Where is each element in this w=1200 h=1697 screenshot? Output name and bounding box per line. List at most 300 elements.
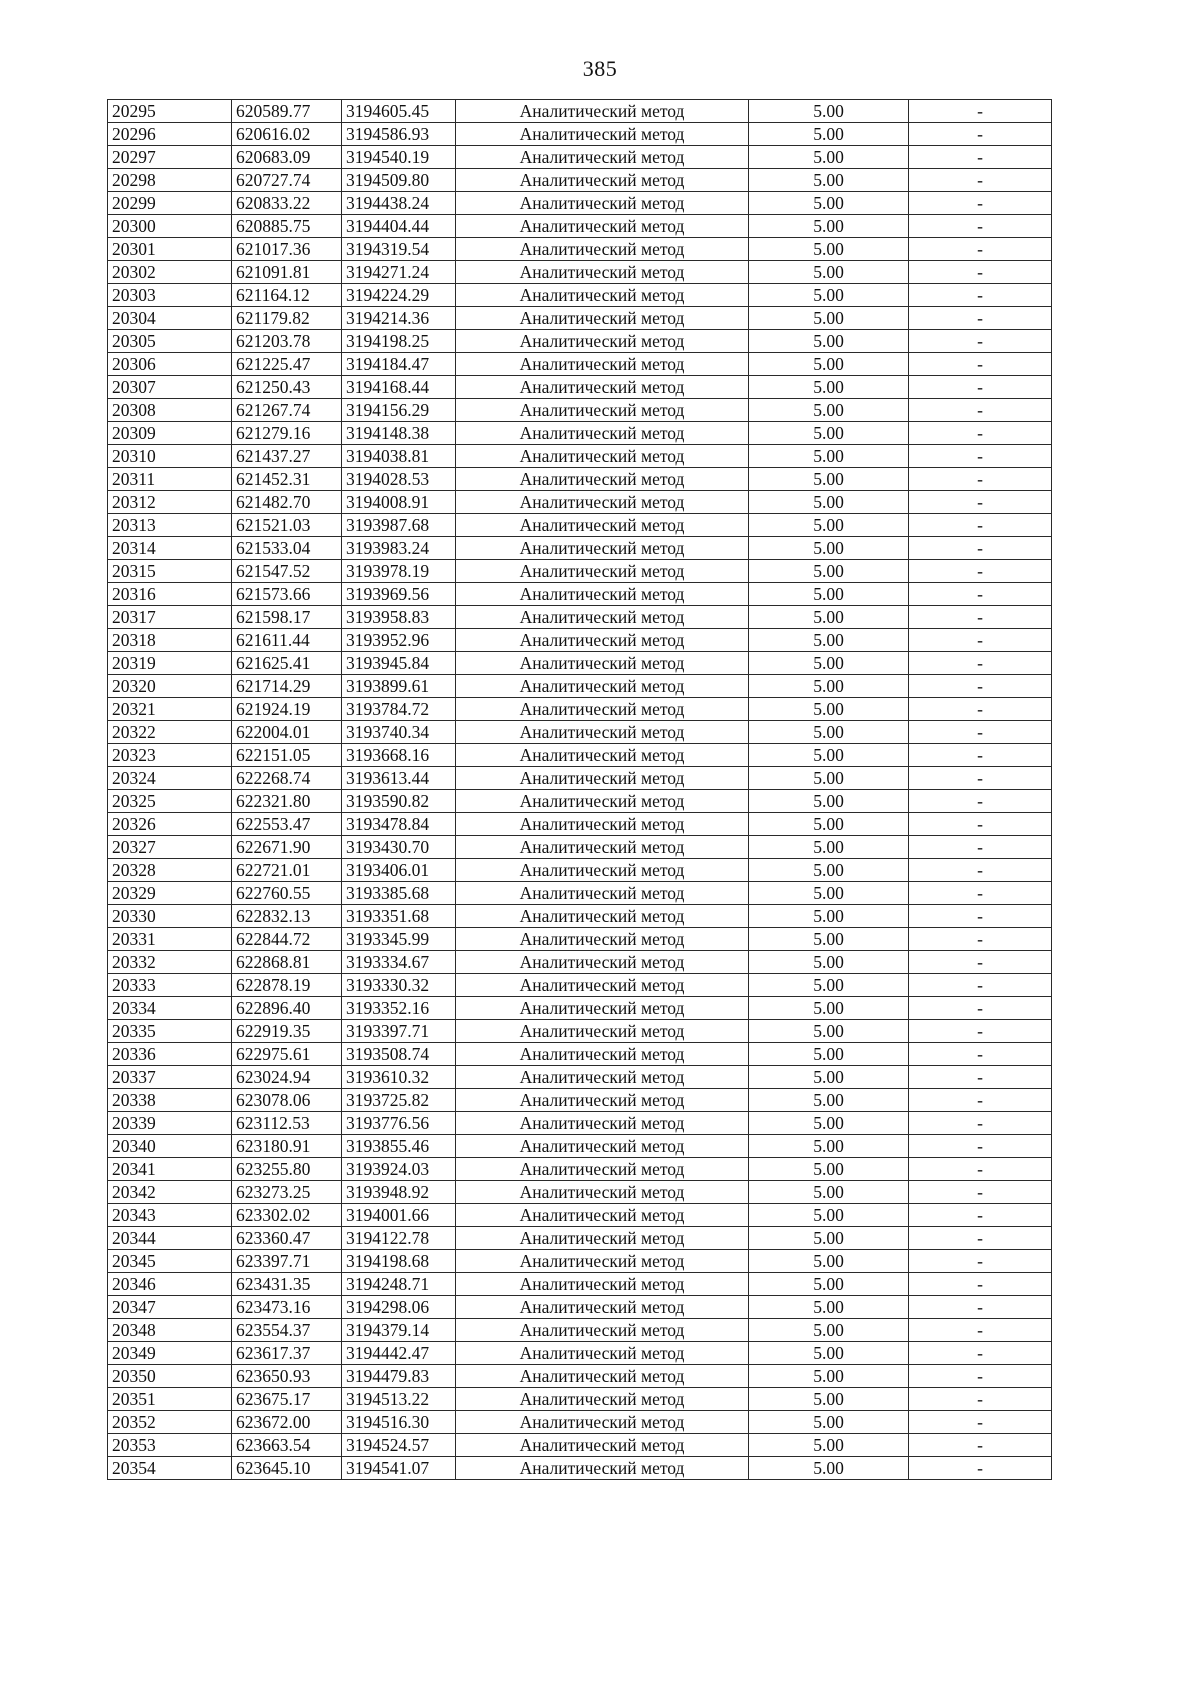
x-coordinate-cell: 621611.44 (232, 629, 342, 652)
method-cell: Аналитический метод (456, 376, 749, 399)
point-id-cell: 20303 (108, 284, 232, 307)
table-row (108, 675, 1052, 698)
x-coordinate-cell: 623672.00 (232, 1411, 342, 1434)
note-cell: - (909, 629, 1052, 652)
y-coordinate-cell: 3193385.68 (342, 882, 456, 905)
note-cell: - (909, 928, 1052, 951)
x-coordinate-cell: 622832.13 (232, 905, 342, 928)
y-coordinate-cell: 3194586.93 (342, 123, 456, 146)
y-coordinate-cell: 3194319.54 (342, 238, 456, 261)
note-cell: - (909, 1434, 1052, 1457)
method-cell: Аналитический метод (456, 928, 749, 951)
accuracy-cell: 5.00 (749, 514, 909, 537)
point-id-cell: 20295 (108, 100, 232, 123)
point-id-cell: 20351 (108, 1388, 232, 1411)
point-id-cell: 20352 (108, 1411, 232, 1434)
method-cell: Аналитический метод (456, 974, 749, 997)
x-coordinate-cell: 622268.74 (232, 767, 342, 790)
method-cell: Аналитический метод (456, 1319, 749, 1342)
method-cell: Аналитический метод (456, 1250, 749, 1273)
accuracy-cell: 5.00 (749, 238, 909, 261)
note-cell: - (909, 307, 1052, 330)
y-coordinate-cell: 3193958.83 (342, 606, 456, 629)
x-coordinate-cell: 622004.01 (232, 721, 342, 744)
note-cell: - (909, 1342, 1052, 1365)
y-coordinate-cell: 3194513.22 (342, 1388, 456, 1411)
table-row (108, 1043, 1052, 1066)
method-cell: Аналитический метод (456, 1411, 749, 1434)
table-row (108, 1112, 1052, 1135)
accuracy-cell: 5.00 (749, 698, 909, 721)
table-row (108, 951, 1052, 974)
x-coordinate-cell: 621521.03 (232, 514, 342, 537)
y-coordinate-cell: 3194541.07 (342, 1457, 456, 1480)
method-cell: Аналитический метод (456, 353, 749, 376)
table-row (108, 422, 1052, 445)
y-coordinate-cell: 3193590.82 (342, 790, 456, 813)
accuracy-cell: 5.00 (749, 606, 909, 629)
method-cell: Аналитический метод (456, 560, 749, 583)
y-coordinate-cell: 3194540.19 (342, 146, 456, 169)
x-coordinate-cell: 621482.70 (232, 491, 342, 514)
method-cell: Аналитический метод (456, 169, 749, 192)
point-id-cell: 20302 (108, 261, 232, 284)
accuracy-cell: 5.00 (749, 1135, 909, 1158)
method-cell: Аналитический метод (456, 882, 749, 905)
y-coordinate-cell: 3194438.24 (342, 192, 456, 215)
method-cell: Аналитический метод (456, 836, 749, 859)
method-cell: Аналитический метод (456, 261, 749, 284)
x-coordinate-cell: 623397.71 (232, 1250, 342, 1273)
x-coordinate-cell: 621179.82 (232, 307, 342, 330)
accuracy-cell: 5.00 (749, 1296, 909, 1319)
table-row (108, 1365, 1052, 1388)
note-cell: - (909, 422, 1052, 445)
x-coordinate-cell: 621625.41 (232, 652, 342, 675)
accuracy-cell: 5.00 (749, 100, 909, 123)
accuracy-cell: 5.00 (749, 353, 909, 376)
y-coordinate-cell: 3194198.68 (342, 1250, 456, 1273)
method-cell: Аналитический метод (456, 813, 749, 836)
x-coordinate-cell: 620727.74 (232, 169, 342, 192)
y-coordinate-cell: 3193508.74 (342, 1043, 456, 1066)
method-cell: Аналитический метод (456, 790, 749, 813)
point-id-cell: 20342 (108, 1181, 232, 1204)
table-row (108, 813, 1052, 836)
accuracy-cell: 5.00 (749, 744, 909, 767)
y-coordinate-cell: 3194028.53 (342, 468, 456, 491)
y-coordinate-cell: 3193776.56 (342, 1112, 456, 1135)
x-coordinate-cell: 623024.94 (232, 1066, 342, 1089)
y-coordinate-cell: 3193969.56 (342, 583, 456, 606)
x-coordinate-cell: 621091.81 (232, 261, 342, 284)
y-coordinate-cell: 3194122.78 (342, 1227, 456, 1250)
method-cell: Аналитический метод (456, 1181, 749, 1204)
method-cell: Аналитический метод (456, 1066, 749, 1089)
x-coordinate-cell: 623255.80 (232, 1158, 342, 1181)
point-id-cell: 20339 (108, 1112, 232, 1135)
x-coordinate-cell: 621533.04 (232, 537, 342, 560)
note-cell: - (909, 767, 1052, 790)
accuracy-cell: 5.00 (749, 1365, 909, 1388)
method-cell: Аналитический метод (456, 1112, 749, 1135)
method-cell: Аналитический метод (456, 514, 749, 537)
accuracy-cell: 5.00 (749, 422, 909, 445)
method-cell: Аналитический метод (456, 951, 749, 974)
accuracy-cell: 5.00 (749, 445, 909, 468)
point-id-cell: 20314 (108, 537, 232, 560)
x-coordinate-cell: 620589.77 (232, 100, 342, 123)
accuracy-cell: 5.00 (749, 330, 909, 353)
point-id-cell: 20309 (108, 422, 232, 445)
y-coordinate-cell: 3193948.92 (342, 1181, 456, 1204)
note-cell: - (909, 1158, 1052, 1181)
method-cell: Аналитический метод (456, 721, 749, 744)
point-id-cell: 20350 (108, 1365, 232, 1388)
accuracy-cell: 5.00 (749, 491, 909, 514)
y-coordinate-cell: 3193351.68 (342, 905, 456, 928)
method-cell: Аналитический метод (456, 1135, 749, 1158)
table-row (108, 767, 1052, 790)
note-cell: - (909, 882, 1052, 905)
table-row (108, 399, 1052, 422)
y-coordinate-cell: 3193987.68 (342, 514, 456, 537)
x-coordinate-cell: 623617.37 (232, 1342, 342, 1365)
x-coordinate-cell: 621924.19 (232, 698, 342, 721)
table-row (108, 261, 1052, 284)
point-id-cell: 20311 (108, 468, 232, 491)
method-cell: Аналитический метод (456, 100, 749, 123)
point-id-cell: 20306 (108, 353, 232, 376)
x-coordinate-cell: 623473.16 (232, 1296, 342, 1319)
point-id-cell: 20329 (108, 882, 232, 905)
table-row (108, 1135, 1052, 1158)
method-cell: Аналитический метод (456, 468, 749, 491)
point-id-cell: 20312 (108, 491, 232, 514)
x-coordinate-cell: 621164.12 (232, 284, 342, 307)
accuracy-cell: 5.00 (749, 261, 909, 284)
coordinates-table-body (108, 100, 1052, 1480)
point-id-cell: 20296 (108, 123, 232, 146)
note-cell: - (909, 1227, 1052, 1250)
table-row (108, 606, 1052, 629)
accuracy-cell: 5.00 (749, 1319, 909, 1342)
table-row (108, 1066, 1052, 1089)
note-cell: - (909, 261, 1052, 284)
y-coordinate-cell: 3194605.45 (342, 100, 456, 123)
point-id-cell: 20310 (108, 445, 232, 468)
y-coordinate-cell: 3193899.61 (342, 675, 456, 698)
note-cell: - (909, 1319, 1052, 1342)
method-cell: Аналитический метод (456, 859, 749, 882)
method-cell: Аналитический метод (456, 215, 749, 238)
x-coordinate-cell: 620833.22 (232, 192, 342, 215)
x-coordinate-cell: 621267.74 (232, 399, 342, 422)
table-row (108, 1342, 1052, 1365)
table-row (108, 1319, 1052, 1342)
y-coordinate-cell: 3193855.46 (342, 1135, 456, 1158)
point-id-cell: 20325 (108, 790, 232, 813)
accuracy-cell: 5.00 (749, 1250, 909, 1273)
table-row (108, 215, 1052, 238)
x-coordinate-cell: 622553.47 (232, 813, 342, 836)
x-coordinate-cell: 622878.19 (232, 974, 342, 997)
note-cell: - (909, 859, 1052, 882)
point-id-cell: 20318 (108, 629, 232, 652)
y-coordinate-cell: 3193784.72 (342, 698, 456, 721)
y-coordinate-cell: 3194184.47 (342, 353, 456, 376)
method-cell: Аналитический метод (456, 330, 749, 353)
method-cell: Аналитический метод (456, 399, 749, 422)
x-coordinate-cell: 622721.01 (232, 859, 342, 882)
point-id-cell: 20320 (108, 675, 232, 698)
y-coordinate-cell: 3194038.81 (342, 445, 456, 468)
accuracy-cell: 5.00 (749, 974, 909, 997)
point-id-cell: 20317 (108, 606, 232, 629)
y-coordinate-cell: 3193613.44 (342, 767, 456, 790)
accuracy-cell: 5.00 (749, 1112, 909, 1135)
accuracy-cell: 5.00 (749, 629, 909, 652)
point-id-cell: 20344 (108, 1227, 232, 1250)
note-cell: - (909, 169, 1052, 192)
x-coordinate-cell: 623078.06 (232, 1089, 342, 1112)
accuracy-cell: 5.00 (749, 1227, 909, 1250)
note-cell: - (909, 698, 1052, 721)
table-row (108, 445, 1052, 468)
table-row (108, 882, 1052, 905)
table-row (108, 859, 1052, 882)
table-row (108, 238, 1052, 261)
method-cell: Аналитический метод (456, 445, 749, 468)
x-coordinate-cell: 621250.43 (232, 376, 342, 399)
note-cell: - (909, 560, 1052, 583)
y-coordinate-cell: 3194404.44 (342, 215, 456, 238)
accuracy-cell: 5.00 (749, 1020, 909, 1043)
table-row (108, 1020, 1052, 1043)
note-cell: - (909, 1273, 1052, 1296)
table-row (108, 721, 1052, 744)
x-coordinate-cell: 623112.53 (232, 1112, 342, 1135)
table-row (108, 560, 1052, 583)
note-cell: - (909, 1089, 1052, 1112)
method-cell: Аналитический метод (456, 307, 749, 330)
y-coordinate-cell: 3193406.01 (342, 859, 456, 882)
point-id-cell: 20304 (108, 307, 232, 330)
method-cell: Аналитический метод (456, 997, 749, 1020)
accuracy-cell: 5.00 (749, 652, 909, 675)
method-cell: Аналитический метод (456, 1365, 749, 1388)
note-cell: - (909, 330, 1052, 353)
x-coordinate-cell: 623650.93 (232, 1365, 342, 1388)
accuracy-cell: 5.00 (749, 1043, 909, 1066)
method-cell: Аналитический метод (456, 698, 749, 721)
y-coordinate-cell: 3194524.57 (342, 1434, 456, 1457)
table-row (108, 353, 1052, 376)
y-coordinate-cell: 3193983.24 (342, 537, 456, 560)
y-coordinate-cell: 3193430.70 (342, 836, 456, 859)
point-id-cell: 20335 (108, 1020, 232, 1043)
y-coordinate-cell: 3193924.03 (342, 1158, 456, 1181)
note-cell: - (909, 1411, 1052, 1434)
table-row (108, 1227, 1052, 1250)
table-row (108, 629, 1052, 652)
table-row (108, 928, 1052, 951)
table-row (108, 583, 1052, 606)
point-id-cell: 20305 (108, 330, 232, 353)
table-row (108, 284, 1052, 307)
point-id-cell: 20300 (108, 215, 232, 238)
point-id-cell: 20298 (108, 169, 232, 192)
accuracy-cell: 5.00 (749, 583, 909, 606)
y-coordinate-cell: 3194271.24 (342, 261, 456, 284)
point-id-cell: 20323 (108, 744, 232, 767)
table-row (108, 376, 1052, 399)
point-id-cell: 20330 (108, 905, 232, 928)
method-cell: Аналитический метод (456, 905, 749, 928)
accuracy-cell: 5.00 (749, 146, 909, 169)
point-id-cell: 20332 (108, 951, 232, 974)
table-row (108, 974, 1052, 997)
x-coordinate-cell: 623645.10 (232, 1457, 342, 1480)
note-cell: - (909, 583, 1052, 606)
accuracy-cell: 5.00 (749, 1158, 909, 1181)
x-coordinate-cell: 622760.55 (232, 882, 342, 905)
accuracy-cell: 5.00 (749, 1388, 909, 1411)
method-cell: Аналитический метод (456, 1434, 749, 1457)
accuracy-cell: 5.00 (749, 1204, 909, 1227)
x-coordinate-cell: 623431.35 (232, 1273, 342, 1296)
method-cell: Аналитический метод (456, 675, 749, 698)
method-cell: Аналитический метод (456, 537, 749, 560)
note-cell: - (909, 675, 1052, 698)
x-coordinate-cell: 621452.31 (232, 468, 342, 491)
accuracy-cell: 5.00 (749, 836, 909, 859)
point-id-cell: 20337 (108, 1066, 232, 1089)
note-cell: - (909, 1365, 1052, 1388)
x-coordinate-cell: 621437.27 (232, 445, 342, 468)
accuracy-cell: 5.00 (749, 1273, 909, 1296)
x-coordinate-cell: 623360.47 (232, 1227, 342, 1250)
method-cell: Аналитический метод (456, 1158, 749, 1181)
point-id-cell: 20315 (108, 560, 232, 583)
table-row (108, 330, 1052, 353)
accuracy-cell: 5.00 (749, 997, 909, 1020)
y-coordinate-cell: 3194479.83 (342, 1365, 456, 1388)
table-row (108, 1434, 1052, 1457)
accuracy-cell: 5.00 (749, 1411, 909, 1434)
point-id-cell: 20322 (108, 721, 232, 744)
point-id-cell: 20319 (108, 652, 232, 675)
x-coordinate-cell: 620885.75 (232, 215, 342, 238)
y-coordinate-cell: 3193478.84 (342, 813, 456, 836)
point-id-cell: 20353 (108, 1434, 232, 1457)
x-coordinate-cell: 623302.02 (232, 1204, 342, 1227)
accuracy-cell: 5.00 (749, 675, 909, 698)
y-coordinate-cell: 3193334.67 (342, 951, 456, 974)
note-cell: - (909, 1043, 1052, 1066)
accuracy-cell: 5.00 (749, 1181, 909, 1204)
method-cell: Аналитический метод (456, 1388, 749, 1411)
method-cell: Аналитический метод (456, 1089, 749, 1112)
y-coordinate-cell: 3193352.16 (342, 997, 456, 1020)
method-cell: Аналитический метод (456, 1227, 749, 1250)
x-coordinate-cell: 622151.05 (232, 744, 342, 767)
x-coordinate-cell: 622919.35 (232, 1020, 342, 1043)
x-coordinate-cell: 622671.90 (232, 836, 342, 859)
x-coordinate-cell: 622321.80 (232, 790, 342, 813)
x-coordinate-cell: 621598.17 (232, 606, 342, 629)
table-row (108, 698, 1052, 721)
table-row (108, 307, 1052, 330)
point-id-cell: 20308 (108, 399, 232, 422)
y-coordinate-cell: 3193978.19 (342, 560, 456, 583)
point-id-cell: 20347 (108, 1296, 232, 1319)
table-row (108, 491, 1052, 514)
table-row (108, 1158, 1052, 1181)
x-coordinate-cell: 623273.25 (232, 1181, 342, 1204)
y-coordinate-cell: 3194001.66 (342, 1204, 456, 1227)
note-cell: - (909, 721, 1052, 744)
x-coordinate-cell: 621547.52 (232, 560, 342, 583)
note-cell: - (909, 1250, 1052, 1273)
note-cell: - (909, 445, 1052, 468)
accuracy-cell: 5.00 (749, 859, 909, 882)
y-coordinate-cell: 3194156.29 (342, 399, 456, 422)
point-id-cell: 20307 (108, 376, 232, 399)
point-id-cell: 20321 (108, 698, 232, 721)
accuracy-cell: 5.00 (749, 468, 909, 491)
y-coordinate-cell: 3193725.82 (342, 1089, 456, 1112)
table-row (108, 1204, 1052, 1227)
note-cell: - (909, 468, 1052, 491)
y-coordinate-cell: 3193330.32 (342, 974, 456, 997)
table-row (108, 169, 1052, 192)
point-id-cell: 20326 (108, 813, 232, 836)
note-cell: - (909, 905, 1052, 928)
point-id-cell: 20328 (108, 859, 232, 882)
method-cell: Аналитический метод (456, 422, 749, 445)
note-cell: - (909, 491, 1052, 514)
table-row (108, 1273, 1052, 1296)
point-id-cell: 20324 (108, 767, 232, 790)
accuracy-cell: 5.00 (749, 721, 909, 744)
method-cell: Аналитический метод (456, 1457, 749, 1480)
table-row (108, 1181, 1052, 1204)
note-cell: - (909, 1457, 1052, 1480)
x-coordinate-cell: 622975.61 (232, 1043, 342, 1066)
table-row (108, 1457, 1052, 1480)
method-cell: Аналитический метод (456, 629, 749, 652)
point-id-cell: 20348 (108, 1319, 232, 1342)
accuracy-cell: 5.00 (749, 169, 909, 192)
note-cell: - (909, 744, 1052, 767)
note-cell: - (909, 997, 1052, 1020)
accuracy-cell: 5.00 (749, 376, 909, 399)
note-cell: - (909, 974, 1052, 997)
note-cell: - (909, 1020, 1052, 1043)
accuracy-cell: 5.00 (749, 307, 909, 330)
x-coordinate-cell: 623554.37 (232, 1319, 342, 1342)
table-row (108, 514, 1052, 537)
accuracy-cell: 5.00 (749, 813, 909, 836)
table-row (108, 1388, 1052, 1411)
point-id-cell: 20313 (108, 514, 232, 537)
point-id-cell: 20354 (108, 1457, 232, 1480)
note-cell: - (909, 606, 1052, 629)
point-id-cell: 20316 (108, 583, 232, 606)
note-cell: - (909, 514, 1052, 537)
note-cell: - (909, 951, 1052, 974)
